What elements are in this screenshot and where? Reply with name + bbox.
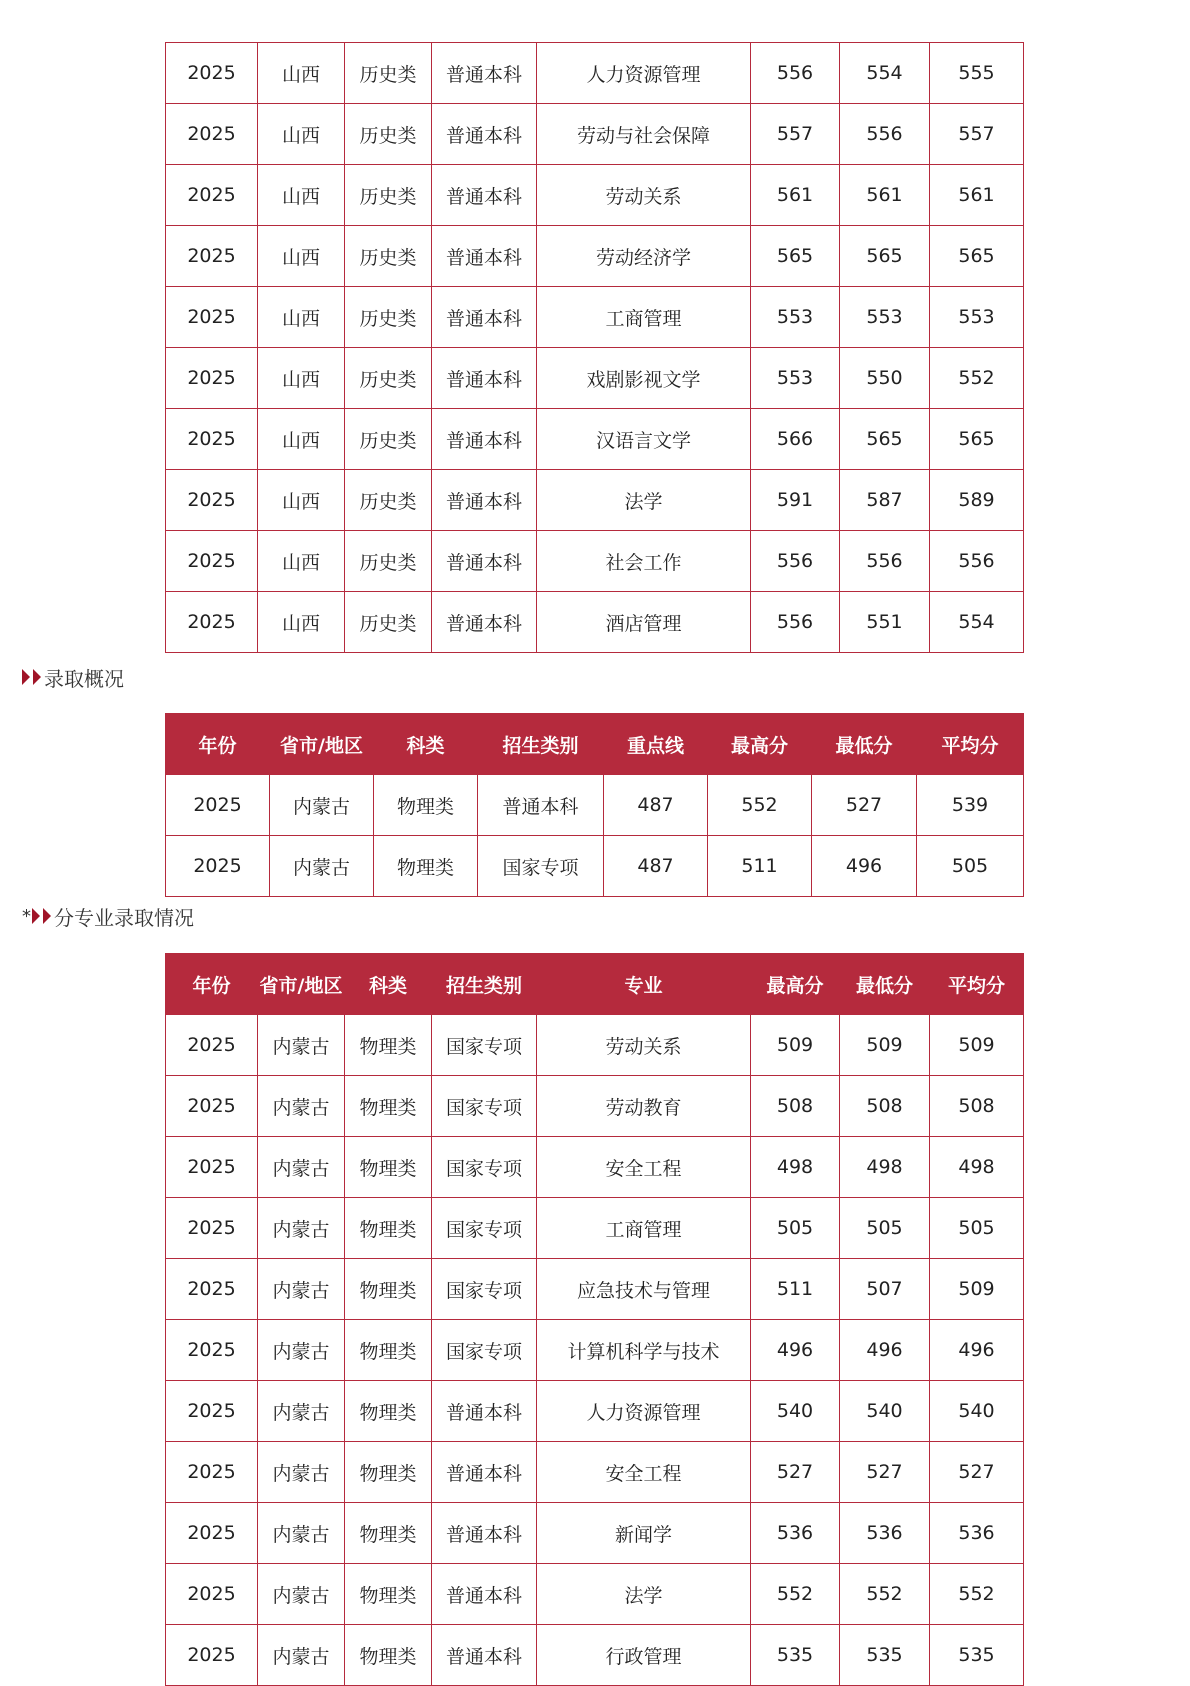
table-row <box>166 165 1024 226</box>
table-cell: 历史类 <box>345 470 432 531</box>
table-cell: 2025 <box>166 43 258 104</box>
table-row <box>166 1137 1024 1198</box>
table-cell: 527 <box>840 1442 930 1503</box>
table-cell: 505 <box>917 836 1024 897</box>
table-cell: 物理类 <box>374 836 478 897</box>
table-cell: 山西 <box>258 165 345 226</box>
triangle-marker-icon <box>22 669 30 685</box>
table-row <box>166 1564 1024 1625</box>
table-row <box>166 531 1024 592</box>
table-cell: 历史类 <box>345 287 432 348</box>
table-cell: 普通本科 <box>432 226 537 287</box>
table-cell: 普通本科 <box>432 592 537 653</box>
table-cell: 553 <box>751 348 840 409</box>
table-cell: 物理类 <box>345 1503 432 1564</box>
table-cell: 2025 <box>166 836 270 897</box>
table-cell: 498 <box>840 1137 930 1198</box>
table-cell: 国家专项 <box>478 836 604 897</box>
table-cell: 552 <box>930 1564 1024 1625</box>
table-cell: 589 <box>930 470 1024 531</box>
table-cell: 法学 <box>537 470 751 531</box>
table-cell: 普通本科 <box>432 1564 537 1625</box>
table-cell: 2025 <box>166 1137 258 1198</box>
table-cell: 508 <box>840 1076 930 1137</box>
table-cell: 540 <box>930 1381 1024 1442</box>
table-cell: 物理类 <box>345 1015 432 1076</box>
table-cell: 内蒙古 <box>270 836 374 897</box>
table-cell: 山西 <box>258 104 345 165</box>
table-cell: 山西 <box>258 348 345 409</box>
table-cell: 山西 <box>258 287 345 348</box>
table-cell: 535 <box>751 1625 840 1686</box>
table-cell: 内蒙古 <box>258 1381 345 1442</box>
column-header: 专业 <box>537 954 751 1015</box>
table-cell: 2025 <box>166 1320 258 1381</box>
table-cell: 487 <box>604 836 708 897</box>
table-cell: 555 <box>930 43 1024 104</box>
majors-header-row <box>166 954 1024 1015</box>
table-cell: 2025 <box>166 287 258 348</box>
table-cell: 587 <box>840 470 930 531</box>
table-cell: 2025 <box>166 226 258 287</box>
table-cell: 552 <box>930 348 1024 409</box>
table-cell: 505 <box>751 1198 840 1259</box>
table-cell: 新闻学 <box>537 1503 751 1564</box>
table-cell: 历史类 <box>345 592 432 653</box>
table-cell: 山西 <box>258 592 345 653</box>
column-header: 招生类别 <box>432 954 537 1015</box>
table-cell: 国家专项 <box>432 1320 537 1381</box>
table-cell: 人力资源管理 <box>537 1381 751 1442</box>
table-cell: 普通本科 <box>432 287 537 348</box>
table-cell: 505 <box>840 1198 930 1259</box>
table-cell: 物理类 <box>345 1442 432 1503</box>
table-cell: 山西 <box>258 470 345 531</box>
table-cell: 536 <box>751 1503 840 1564</box>
table-cell: 2025 <box>166 531 258 592</box>
table-row <box>166 1503 1024 1564</box>
table-cell: 554 <box>930 592 1024 653</box>
table-cell: 2025 <box>166 775 270 836</box>
column-header: 科类 <box>374 714 478 775</box>
table-cell: 591 <box>751 470 840 531</box>
table-cell: 508 <box>751 1076 840 1137</box>
shanxi-majors-table <box>165 42 1024 653</box>
table-row <box>166 836 1024 897</box>
table-cell: 物理类 <box>345 1381 432 1442</box>
table-cell: 509 <box>930 1259 1024 1320</box>
table-cell: 540 <box>840 1381 930 1442</box>
table-cell: 527 <box>751 1442 840 1503</box>
table-cell: 普通本科 <box>478 775 604 836</box>
shanxi-table-body <box>166 43 1024 653</box>
table-cell: 556 <box>840 104 930 165</box>
table-cell: 内蒙古 <box>258 1198 345 1259</box>
table-cell: 553 <box>930 287 1024 348</box>
table-cell: 历史类 <box>345 409 432 470</box>
table-cell: 普通本科 <box>432 409 537 470</box>
column-header: 重点线 <box>604 714 708 775</box>
table-cell: 物理类 <box>345 1259 432 1320</box>
table-row <box>166 1259 1024 1320</box>
table-cell: 551 <box>840 592 930 653</box>
table-cell: 565 <box>930 226 1024 287</box>
table-cell: 535 <box>930 1625 1024 1686</box>
table-cell: 553 <box>840 287 930 348</box>
table-cell: 劳动与社会保障 <box>537 104 751 165</box>
table-cell: 内蒙古 <box>258 1259 345 1320</box>
table-row <box>166 1015 1024 1076</box>
table-cell: 汉语言文学 <box>537 409 751 470</box>
table-cell: 社会工作 <box>537 531 751 592</box>
table-cell: 556 <box>751 531 840 592</box>
overview-heading-label: 录取概况 <box>44 666 124 691</box>
table-cell: 国家专项 <box>432 1076 537 1137</box>
column-header: 省市/地区 <box>270 714 374 775</box>
table-cell: 普通本科 <box>432 1442 537 1503</box>
table-cell: 498 <box>930 1137 1024 1198</box>
table-cell: 历史类 <box>345 43 432 104</box>
table-cell: 内蒙古 <box>258 1076 345 1137</box>
table-cell: 2025 <box>166 1625 258 1686</box>
table-cell: 历史类 <box>345 226 432 287</box>
table-cell: 2025 <box>166 409 258 470</box>
table-cell: 国家专项 <box>432 1015 537 1076</box>
table-cell: 550 <box>840 348 930 409</box>
table-cell: 普通本科 <box>432 1503 537 1564</box>
majors-admission-table <box>165 953 1024 1686</box>
table-cell: 505 <box>930 1198 1024 1259</box>
column-header: 最低分 <box>840 954 930 1015</box>
table-cell: 507 <box>840 1259 930 1320</box>
table-row <box>166 226 1024 287</box>
table-cell: 2025 <box>166 1076 258 1137</box>
table-cell: 556 <box>751 43 840 104</box>
overview-table-body <box>166 775 1024 897</box>
column-header: 平均分 <box>930 954 1024 1015</box>
table-row <box>166 104 1024 165</box>
table-cell: 509 <box>930 1015 1024 1076</box>
table-cell: 496 <box>812 836 917 897</box>
table-cell: 496 <box>751 1320 840 1381</box>
column-header: 平均分 <box>917 714 1024 775</box>
table-cell: 2025 <box>166 104 258 165</box>
table-row <box>166 1198 1024 1259</box>
table-cell: 物理类 <box>345 1625 432 1686</box>
table-cell: 内蒙古 <box>270 775 374 836</box>
table-cell: 552 <box>708 775 812 836</box>
admission-overview-table <box>165 713 1024 897</box>
column-header: 省市/地区 <box>258 954 345 1015</box>
table-cell: 566 <box>751 409 840 470</box>
table-cell: 552 <box>751 1564 840 1625</box>
table-cell: 山西 <box>258 226 345 287</box>
table-cell: 山西 <box>258 531 345 592</box>
table-cell: 劳动教育 <box>537 1076 751 1137</box>
table-cell: 内蒙古 <box>258 1503 345 1564</box>
table-cell: 普通本科 <box>432 104 537 165</box>
table-row <box>166 1320 1024 1381</box>
table-cell: 561 <box>930 165 1024 226</box>
table-cell: 2025 <box>166 1442 258 1503</box>
table-cell: 历史类 <box>345 165 432 226</box>
table-cell: 2025 <box>166 1381 258 1442</box>
table-cell: 536 <box>930 1503 1024 1564</box>
table-row <box>166 348 1024 409</box>
table-row <box>166 287 1024 348</box>
table-cell: 2025 <box>166 1015 258 1076</box>
table-row <box>166 409 1024 470</box>
table-cell: 2025 <box>166 592 258 653</box>
overview-header-row <box>166 714 1024 775</box>
table-cell: 556 <box>840 531 930 592</box>
table-cell: 561 <box>840 165 930 226</box>
table-cell: 国家专项 <box>432 1259 537 1320</box>
table-cell: 2025 <box>166 1503 258 1564</box>
table-cell: 普通本科 <box>432 470 537 531</box>
table-cell: 557 <box>751 104 840 165</box>
table-cell: 511 <box>708 836 812 897</box>
triangle-marker-icon <box>33 669 41 685</box>
table-cell: 561 <box>751 165 840 226</box>
majors-heading-label: 分专业录取情况 <box>54 905 194 930</box>
table-cell: 552 <box>840 1564 930 1625</box>
table-cell: 508 <box>930 1076 1024 1137</box>
table-row <box>166 43 1024 104</box>
majors-heading <box>22 903 194 929</box>
table-cell: 历史类 <box>345 531 432 592</box>
table-cell: 物理类 <box>374 775 478 836</box>
table-cell: 496 <box>930 1320 1024 1381</box>
table-cell: 557 <box>930 104 1024 165</box>
triangle-marker-icon <box>43 908 51 924</box>
table-cell: 536 <box>840 1503 930 1564</box>
table-cell: 内蒙古 <box>258 1015 345 1076</box>
table-cell: 553 <box>751 287 840 348</box>
table-cell: 戏剧影视文学 <box>537 348 751 409</box>
table-cell: 2025 <box>166 1259 258 1320</box>
table-cell: 2025 <box>166 470 258 531</box>
table-cell: 酒店管理 <box>537 592 751 653</box>
table-cell: 556 <box>930 531 1024 592</box>
table-row <box>166 1442 1024 1503</box>
table-cell: 539 <box>917 775 1024 836</box>
table-cell: 565 <box>840 409 930 470</box>
table-cell: 普通本科 <box>432 1625 537 1686</box>
table-cell: 527 <box>812 775 917 836</box>
table-cell: 487 <box>604 775 708 836</box>
table-cell: 496 <box>840 1320 930 1381</box>
table-cell: 2025 <box>166 1564 258 1625</box>
table-cell: 2025 <box>166 165 258 226</box>
table-cell: 565 <box>930 409 1024 470</box>
table-cell: 工商管理 <box>537 287 751 348</box>
table-cell: 物理类 <box>345 1198 432 1259</box>
table-cell: 535 <box>840 1625 930 1686</box>
table-cell: 527 <box>930 1442 1024 1503</box>
table-cell: 物理类 <box>345 1564 432 1625</box>
table-cell: 工商管理 <box>537 1198 751 1259</box>
table-cell: 人力资源管理 <box>537 43 751 104</box>
table-cell: 普通本科 <box>432 531 537 592</box>
table-cell: 普通本科 <box>432 43 537 104</box>
table-cell: 554 <box>840 43 930 104</box>
table-cell: 历史类 <box>345 104 432 165</box>
column-header: 最高分 <box>751 954 840 1015</box>
table-cell: 安全工程 <box>537 1442 751 1503</box>
table-cell: 2025 <box>166 348 258 409</box>
table-cell: 劳动经济学 <box>537 226 751 287</box>
table-cell: 安全工程 <box>537 1137 751 1198</box>
table-cell: 山西 <box>258 409 345 470</box>
table-cell: 511 <box>751 1259 840 1320</box>
table-cell: 509 <box>751 1015 840 1076</box>
asterisk-mark: * <box>22 905 31 927</box>
table-cell: 历史类 <box>345 348 432 409</box>
table-cell: 556 <box>751 592 840 653</box>
table-cell: 内蒙古 <box>258 1625 345 1686</box>
column-header: 年份 <box>166 714 270 775</box>
table-cell: 498 <box>751 1137 840 1198</box>
table-cell: 内蒙古 <box>258 1442 345 1503</box>
table-row <box>166 470 1024 531</box>
table-cell: 普通本科 <box>432 1381 537 1442</box>
table-cell: 计算机科学与技术 <box>537 1320 751 1381</box>
table-row <box>166 1625 1024 1686</box>
table-cell: 540 <box>751 1381 840 1442</box>
table-cell: 物理类 <box>345 1320 432 1381</box>
table-cell: 内蒙古 <box>258 1137 345 1198</box>
table-cell: 国家专项 <box>432 1198 537 1259</box>
table-cell: 物理类 <box>345 1137 432 1198</box>
column-header: 最高分 <box>708 714 812 775</box>
table-row <box>166 592 1024 653</box>
column-header: 最低分 <box>812 714 917 775</box>
table-cell: 普通本科 <box>432 348 537 409</box>
table-cell: 509 <box>840 1015 930 1076</box>
table-cell: 应急技术与管理 <box>537 1259 751 1320</box>
table-row <box>166 1381 1024 1442</box>
table-cell: 劳动关系 <box>537 1015 751 1076</box>
table-row <box>166 775 1024 836</box>
column-header: 科类 <box>345 954 432 1015</box>
table-cell: 普通本科 <box>432 165 537 226</box>
table-cell: 2025 <box>166 1198 258 1259</box>
table-cell: 国家专项 <box>432 1137 537 1198</box>
table-row <box>166 1076 1024 1137</box>
column-header: 招生类别 <box>478 714 604 775</box>
table-cell: 法学 <box>537 1564 751 1625</box>
majors-table-body <box>166 1015 1024 1686</box>
table-cell: 内蒙古 <box>258 1320 345 1381</box>
table-cell: 劳动关系 <box>537 165 751 226</box>
table-cell: 山西 <box>258 43 345 104</box>
column-header: 年份 <box>166 954 258 1015</box>
table-cell: 物理类 <box>345 1076 432 1137</box>
triangle-marker-icon <box>32 908 40 924</box>
table-cell: 565 <box>840 226 930 287</box>
table-cell: 行政管理 <box>537 1625 751 1686</box>
table-cell: 内蒙古 <box>258 1564 345 1625</box>
table-cell: 565 <box>751 226 840 287</box>
overview-heading <box>22 664 124 690</box>
